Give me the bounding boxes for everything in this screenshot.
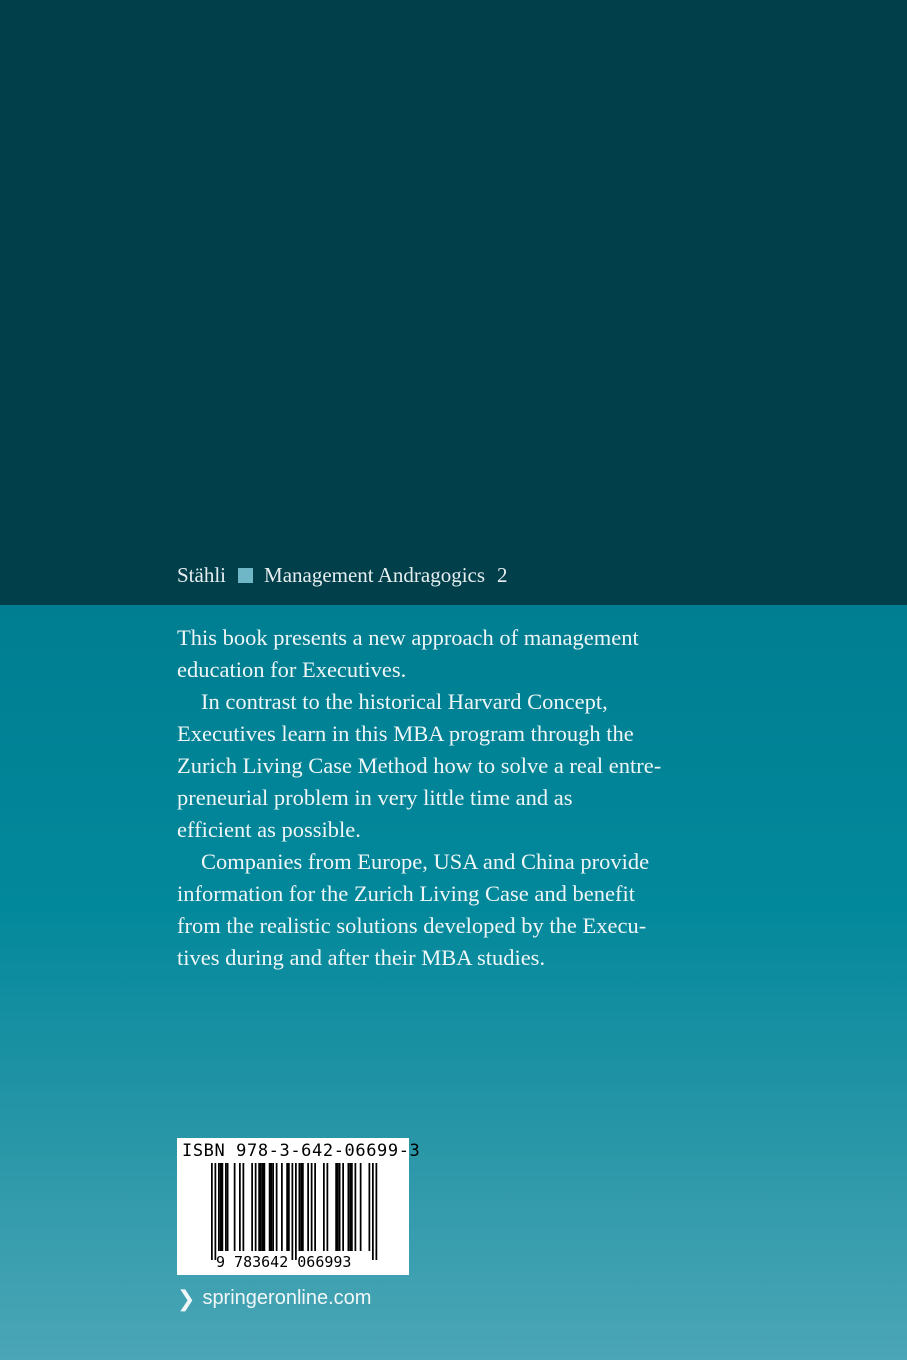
book-description (177, 622, 697, 974)
isbn-barcode (177, 1138, 421, 1275)
barcode-bar (311, 1163, 313, 1251)
barcode-bar (276, 1163, 278, 1251)
barcode-bar (260, 1163, 262, 1251)
barcode-bar (339, 1163, 341, 1251)
barcode-bar (355, 1163, 357, 1251)
barcode-bar (376, 1163, 378, 1260)
square-bullet-icon (238, 568, 253, 583)
barcode-bar (295, 1163, 297, 1260)
barcode-bar (351, 1163, 353, 1251)
isbn-label: ISBN 978-3-642-06699-3 (182, 1141, 421, 1161)
barcode-bar (234, 1163, 236, 1251)
barcode-bar (264, 1163, 266, 1251)
barcode-bar (327, 1163, 329, 1251)
website-url[interactable]: springeronline.com (202, 1287, 372, 1309)
barcode-bar (348, 1163, 350, 1251)
barcode-bar (335, 1163, 337, 1251)
barcode-bar (218, 1163, 220, 1251)
barcode-bar (281, 1163, 283, 1251)
barcode-bar (360, 1163, 362, 1251)
series-volume: 2 (497, 562, 508, 587)
barcode-bar (300, 1163, 302, 1251)
barcode-bar (258, 1163, 260, 1251)
barcode-bar (271, 1163, 273, 1251)
barcode-bar (269, 1163, 271, 1251)
barcode-bar (255, 1163, 257, 1251)
barcode-bar (302, 1163, 304, 1251)
barcode-bar (220, 1163, 222, 1251)
description-paragraph: Companies from Europe, USA and China provide information for the Zurich Living Case and benefit from the realistic solutions developed by the Execu- tives during and after their MBA studies. (177, 849, 650, 970)
series-title: Management Andragogics (264, 562, 486, 587)
series-line (177, 561, 508, 589)
barcode-bar (262, 1163, 264, 1251)
barcode-bar (225, 1163, 227, 1251)
barcode-bar (349, 1163, 351, 1251)
barcode-bar (272, 1163, 274, 1251)
barcode-bar (307, 1163, 309, 1251)
barcode-bar (288, 1163, 290, 1251)
barcode-bar (337, 1163, 339, 1251)
publisher-link[interactable] (177, 1287, 371, 1310)
barcode-bar (251, 1163, 253, 1251)
barcode-bar (222, 1163, 224, 1251)
description-paragraph: This book presents a new approach of management education for Executives. (177, 625, 639, 682)
description-paragraph: In contrast to the historical Harvard Concept, Executives learn in this MBA program through the Zurich Living Case Method how to solve a real entre- preneurial problem in very little time and as efficient as possible. (177, 689, 662, 842)
barcode-bar (342, 1163, 344, 1251)
barcode-bar (372, 1163, 374, 1260)
author-name: Stähli (177, 562, 227, 587)
barcode-bar (292, 1163, 294, 1260)
barcode-bar (369, 1163, 371, 1251)
barcode-bar (314, 1163, 316, 1251)
barcode-bar (215, 1163, 217, 1260)
barcode-bar (323, 1163, 325, 1251)
barcode-bar (239, 1163, 241, 1251)
barcode-bar (299, 1163, 301, 1251)
barcode-bar (286, 1163, 288, 1251)
barcode-bar (211, 1163, 213, 1260)
barcode-bar (243, 1163, 245, 1251)
ean-digits: 9 783642 066993 (216, 1253, 352, 1271)
barcode-bar (227, 1163, 229, 1251)
chevron-right-icon: ❯ (177, 1285, 196, 1311)
cover-top-band (0, 0, 907, 605)
